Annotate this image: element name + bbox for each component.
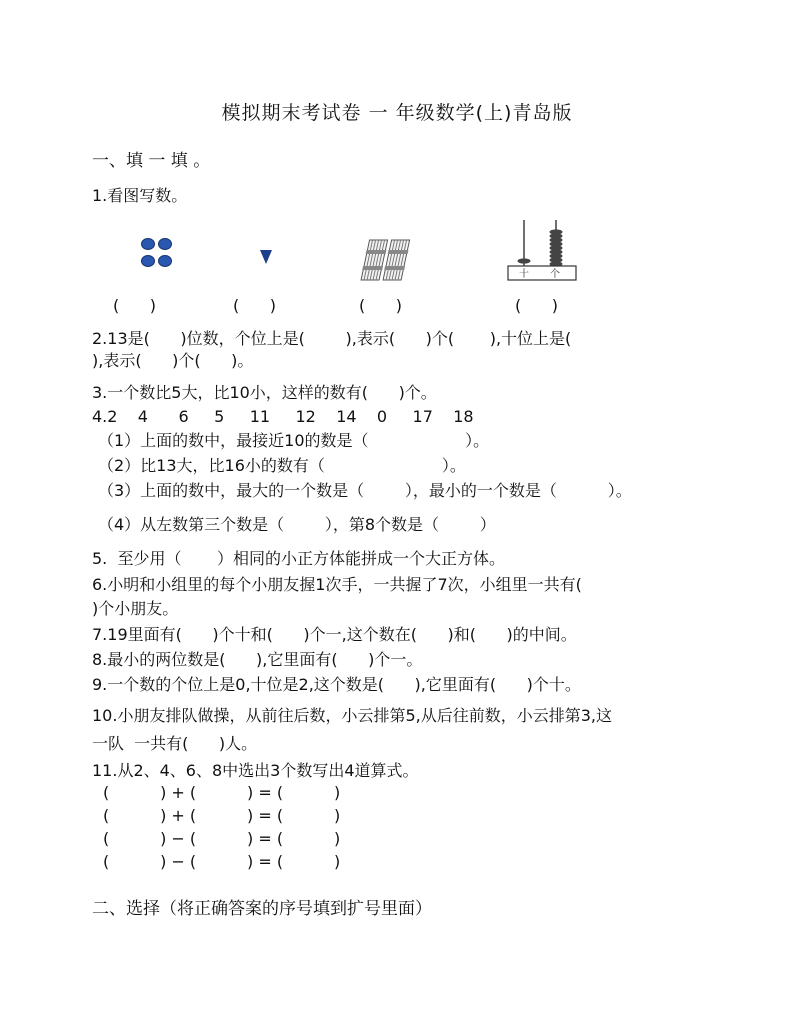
question-10-line-2: 一队 一共有( )人。 — [92, 734, 258, 753]
question-6-line-2: )个小朋友。 — [92, 599, 179, 618]
dot — [142, 239, 155, 250]
abacus-figure — [506, 218, 584, 284]
stick-bundles-figure — [360, 238, 418, 284]
question-1: 1.看图写数。 — [92, 186, 188, 205]
abacus-label-ones: 个 — [550, 269, 560, 280]
four-dots-figure — [140, 236, 176, 270]
answer-blank-1[interactable]: ( ) — [113, 296, 156, 315]
answer-blank-4[interactable]: ( ) — [515, 296, 558, 315]
answer-blank-2[interactable]: ( ) — [233, 296, 276, 315]
question-7: 7.19里面有( )个十和( )个一,这个数在( )和( )的中间。 — [92, 625, 577, 644]
dot — [159, 256, 172, 267]
question-11: 11.从2、4、6、8中选出3个数写出4道算式。 — [92, 761, 419, 780]
page-title: 模拟期末考试卷 一 年级数学(上)青岛版 — [221, 102, 573, 124]
equation-row-2: ( ) + ( ) = ( ) — [103, 806, 341, 825]
dot — [159, 239, 172, 250]
abacus-bead — [518, 258, 531, 263]
section2-heading: 二、选择（将正确答案的序号填到扩号里面） — [92, 899, 432, 919]
question-2-line-2: ),表示( )个( )。 — [92, 351, 254, 370]
dot — [142, 256, 155, 267]
abacus-label-tens: 十 — [519, 269, 529, 280]
question-4-item-4: （4）从左数第三个数是（ ），第8个数是（ ） — [98, 515, 496, 534]
question-3: 3.一个数比5大，比10小，这样的数有( )个。 — [92, 383, 437, 402]
question-6-line-1: 6.小明和小组里的每个小朋友握1次手，一共握了7次，小组里一共有( — [92, 575, 582, 594]
question-8: 8.最小的两位数是( ),它里面有( )个一。 — [92, 650, 423, 669]
equation-row-1: ( ) + ( ) = ( ) — [103, 783, 341, 802]
question-4-item-3: （3）上面的数中，最大的一个数是（ ），最小的一个数是（ ）。 — [98, 481, 632, 500]
question-4-item-2: （2）比13大，比16小的数有（ ）。 — [98, 456, 466, 475]
equation-row-3: ( ) − ( ) = ( ) — [103, 829, 341, 848]
question-2-line-1: 2.13是( )位数，个位上是( ),表示( )个( ),十位上是( — [92, 329, 572, 348]
question-10-line-1: 10.小朋友排队做操，从前往后数，小云排第5,从后往前数，小云排第3,这 — [92, 706, 612, 725]
question-9: 9.一个数的个位上是0,十位是2,这个数是( ),它里面有( )个十。 — [92, 675, 581, 694]
question-4-item-1: （1）上面的数中，最接近10的数是（ ）。 — [98, 431, 490, 450]
equation-row-4: ( ) − ( ) = ( ) — [103, 852, 341, 871]
triangle-figure — [259, 248, 273, 266]
section1-heading: 一、填 一 填 。 — [92, 151, 211, 171]
question-4-numbers: 4.2 4 6 5 11 12 14 0 17 18 — [92, 407, 474, 426]
question-5: 5. 至少用（ ）相同的小正方体能拼成一个大正方体。 — [92, 549, 506, 568]
answer-blank-3[interactable]: ( ) — [359, 296, 402, 315]
